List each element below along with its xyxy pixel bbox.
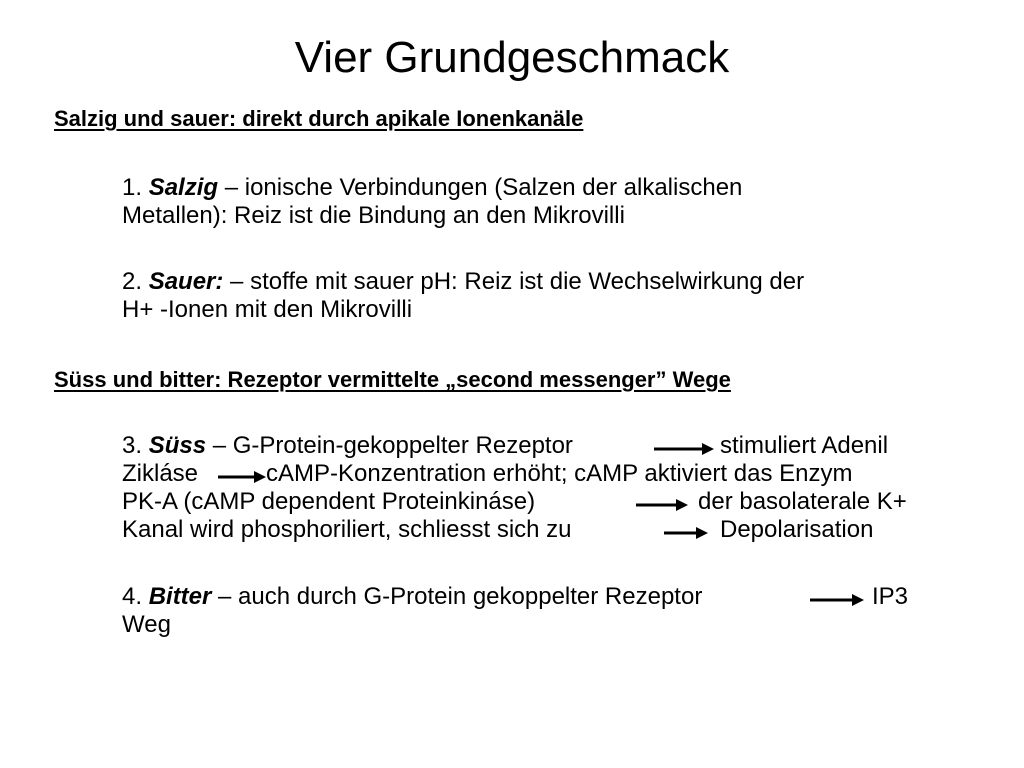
item-text: Kanal wird phosphoriliert, schliesst sich zu: [122, 516, 572, 543]
item-suess-line-1: [122, 432, 992, 460]
item-term: Sauer:: [148, 268, 224, 295]
item-text: der basolaterale K+: [698, 488, 907, 515]
item-sauer-line-2: H+ -Ionen mit den Mikrovilli: [122, 296, 413, 323]
item-text: stimuliert Adenil: [720, 432, 889, 459]
section-heading-salty-sour: Salzig und sauer: direkt durch apikale Ionenkanäle: [54, 106, 584, 131]
item-number: 1.: [122, 174, 149, 201]
item-bitter-line-2: Weg: [122, 611, 171, 638]
item-text: – G-Protein-gekoppelter Rezeptor: [206, 432, 573, 459]
item-text: Zikláse: [122, 460, 199, 487]
right-arrow-icon: [810, 586, 864, 614]
item-term: Salzig: [148, 174, 219, 201]
item-number: 4.: [122, 583, 149, 610]
right-arrow-icon: [218, 463, 266, 491]
item-text: – auch durch G-Protein gekoppelter Rezeptor: [211, 583, 703, 610]
item-suess-line-3: [122, 488, 992, 516]
item-suess-line-4: [122, 516, 992, 544]
item-sauer: [122, 268, 992, 324]
item-term: Süss: [148, 432, 207, 459]
item-salzig: [122, 174, 992, 230]
item-suess-line-2: [122, 460, 992, 488]
item-text: – stoffe mit sauer pH: Reiz ist die Wechselwirkung der: [223, 268, 805, 295]
item-text: – ionische Verbindungen (Salzen der alkalischen: [218, 174, 743, 201]
item-bitter-line-1: [122, 583, 992, 611]
item-salzig-line-1: [122, 174, 992, 202]
item-sauer-line-1: [122, 268, 992, 296]
item-text: PK-A (cAMP dependent Proteinkináse): [122, 488, 536, 515]
item-text: cAMP-Konzentration erhöht; cAMP aktiviert das Enzym: [266, 460, 853, 487]
item-salzig-line-2: Metallen): Reiz ist die Bindung an den Mikrovilli: [122, 202, 625, 229]
item-suess: [122, 432, 992, 544]
item-text: IP3: [872, 583, 909, 610]
item-number: 3.: [122, 432, 149, 459]
right-arrow-icon: [654, 435, 714, 463]
slide-title: Vier Grundgeschmack: [294, 33, 730, 82]
item-bitter-line-1-a: [122, 583, 702, 611]
item-text: Depolarisation: [720, 516, 874, 543]
item-bitter: [122, 583, 992, 639]
right-arrow-icon: [636, 491, 688, 519]
section-heading-sweet-bitter: Süss und bitter: Rezeptor vermittelte „second messenger” Wege: [54, 367, 731, 392]
item-number: 2.: [122, 268, 149, 295]
item-term: Bitter: [148, 583, 212, 610]
item-suess-line-1-a: [122, 432, 573, 460]
right-arrow-icon: [664, 519, 708, 547]
